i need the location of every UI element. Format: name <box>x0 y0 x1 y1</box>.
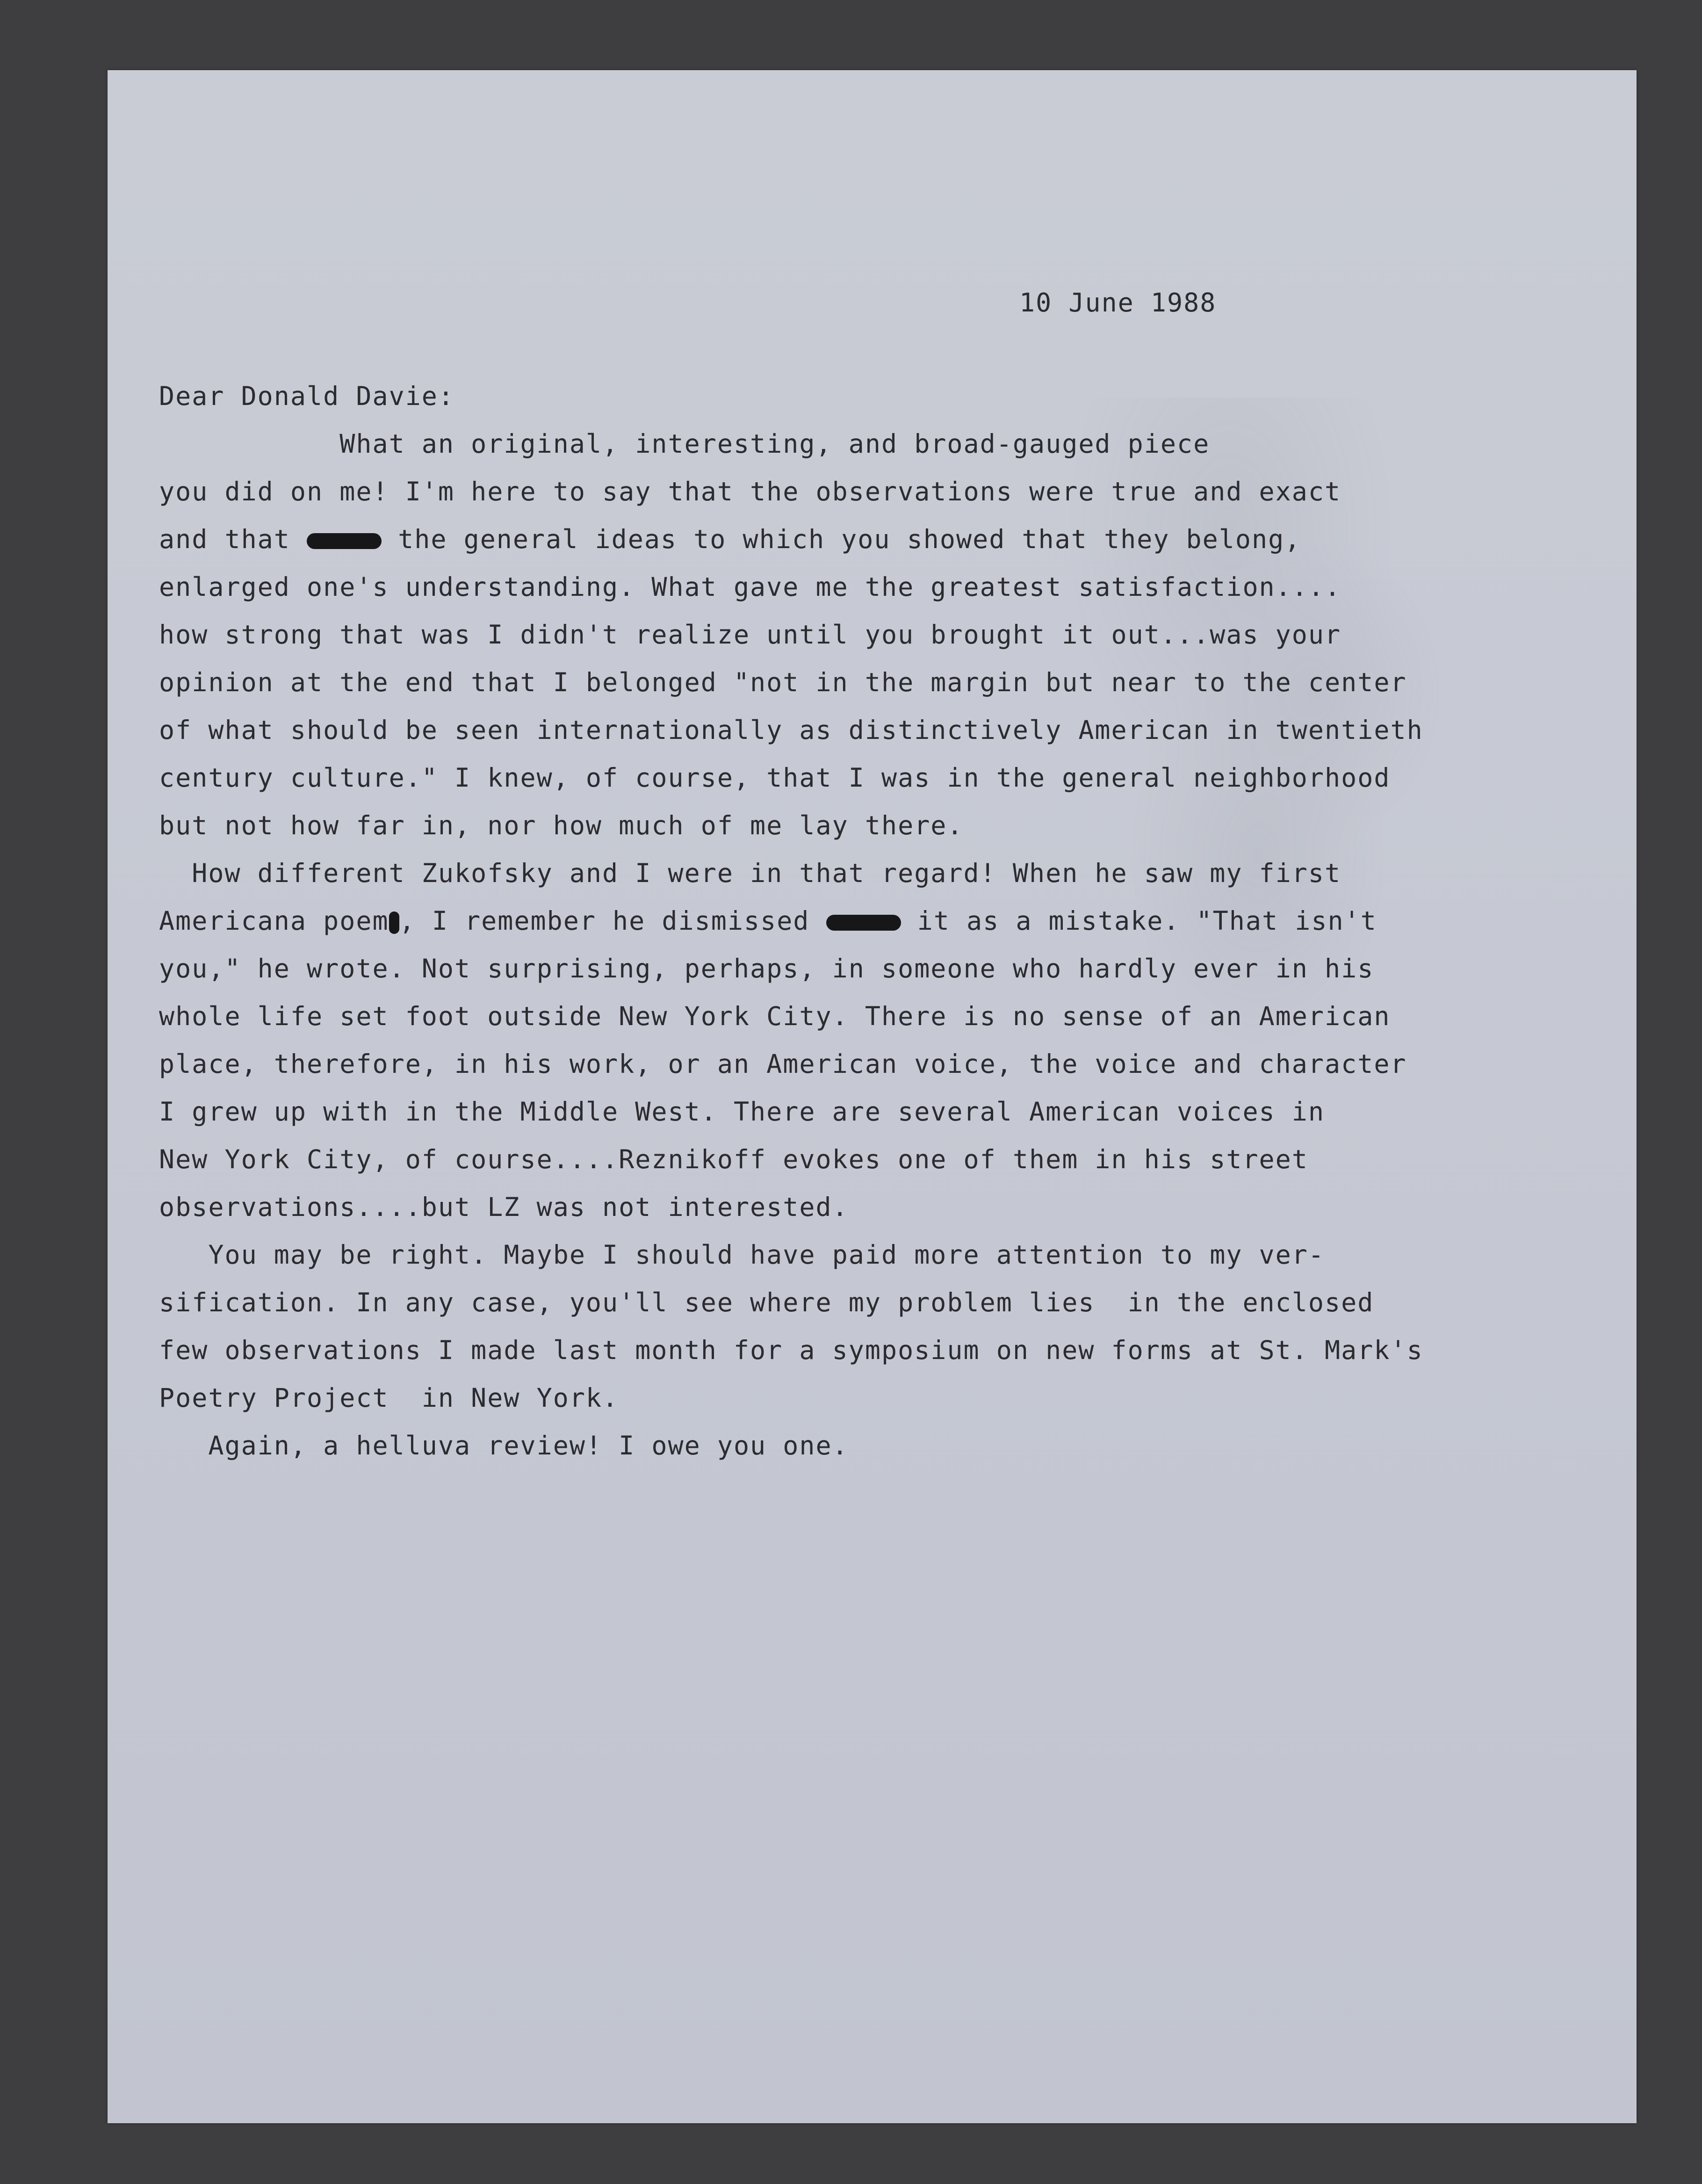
redaction-mark <box>389 911 399 934</box>
line-segment: Americana poem <box>159 906 389 936</box>
line-segment: it as a mistake. "That isn't <box>901 906 1377 936</box>
redaction-mark <box>826 915 901 931</box>
body-line: opinion at the end that I belonged "not in the margin but near to the center <box>159 667 1407 697</box>
body-line: of what should be seen internationally as distinctively American in twentieth <box>159 715 1423 745</box>
redaction-mark <box>307 533 382 549</box>
body-line: place, therefore, in his work, or an American voice, the voice and character <box>159 1049 1407 1079</box>
body-line: how strong that was I didn't realize until you brought it out...was your <box>159 620 1341 650</box>
body-line: observations....but LZ was not interested. <box>159 1192 849 1222</box>
body-line: enlarged one's understanding. What gave me the greatest satisfaction.... <box>159 572 1341 602</box>
salutation: Dear Donald Davie: <box>159 381 455 411</box>
body-line: Poetry Project in New York. <box>159 1383 619 1413</box>
letter-date: 10 June 1988 <box>1019 288 1217 318</box>
line-segment: and that <box>159 524 307 554</box>
body-line: What an original, interesting, and broad-gauged piece <box>159 429 1210 459</box>
line-segment: the general ideas to which you showed that they belong, <box>382 524 1301 554</box>
line-segment: , I remember he dismissed <box>399 906 826 936</box>
body-line <box>159 524 1301 554</box>
body-line: you did on me! I'm here to say that the observations were true and exact <box>159 477 1341 506</box>
body-line: I grew up with in the Middle West. There are several American voices in <box>159 1097 1325 1127</box>
body-line <box>159 908 1377 934</box>
body-line: sification. In any case, you'll see where my problem lies in the enclosed <box>159 1287 1374 1317</box>
body-line: New York City, of course....Reznikoff evokes one of them in his street <box>159 1144 1308 1174</box>
body-line: whole life set foot outside New York City. There is no sense of an American <box>159 1001 1391 1031</box>
body-line: you," he wrote. Not surprising, perhaps, in someone who hardly ever in his <box>159 954 1374 984</box>
body-line: Again, a helluva review! I owe you one. <box>159 1431 849 1461</box>
body-line: How different Zukofsky and I were in that regard! When he saw my first <box>159 858 1341 888</box>
body-line: century culture." I knew, of course, that I was in the general neighborhood <box>159 763 1391 793</box>
body-line: You may be right. Maybe I should have paid more attention to my ver- <box>159 1240 1325 1270</box>
body-line: few observations I made last month for a symposium on new forms at St. Mark's <box>159 1335 1423 1365</box>
body-line: but not how far in, nor how much of me lay there. <box>159 810 964 840</box>
